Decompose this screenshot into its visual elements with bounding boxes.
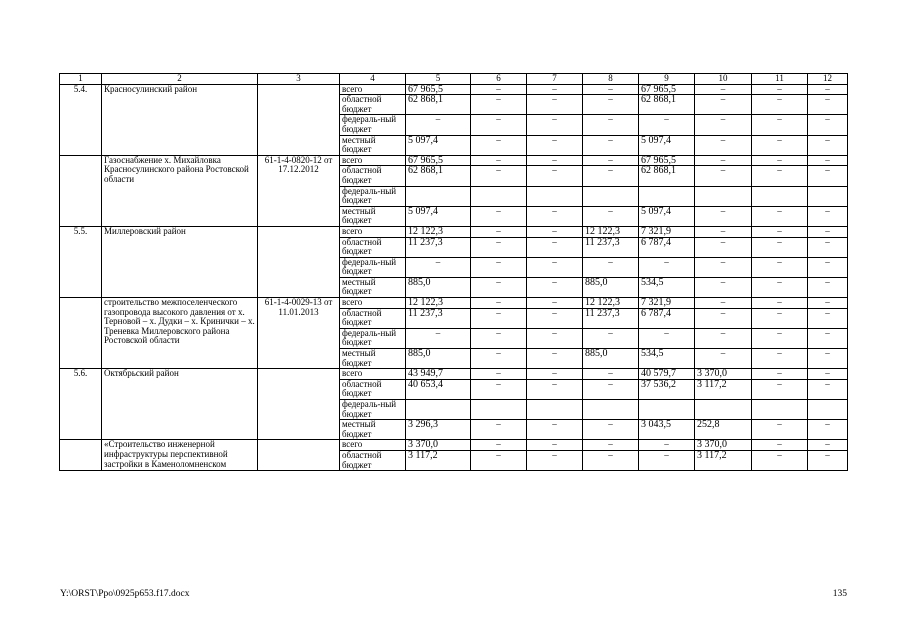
budget-source-label: федераль-ный бюджет [340, 115, 406, 135]
value-cell-col-8 [583, 186, 639, 206]
value-cell-col-12: – [808, 155, 848, 166]
value-cell-col-8: – [583, 379, 639, 399]
value-cell-col-12: – [808, 277, 848, 297]
value-cell-col-6: – [471, 135, 527, 155]
table-row [60, 155, 848, 166]
column-header-5: 5 [406, 74, 471, 85]
value-cell-col-12: – [808, 237, 848, 257]
value-cell-col-5: – [406, 328, 471, 348]
budget-source-label: федераль-ный бюджет [340, 328, 406, 348]
expertise-code: 61-1-4-0029-13 от 11.01.2013 [258, 298, 340, 369]
expertise-code [258, 84, 340, 155]
value-cell-col-12: – [808, 298, 848, 309]
value-cell-col-12: – [808, 440, 848, 451]
value-cell-col-8: – [583, 420, 639, 440]
value-cell-col-7: – [527, 115, 583, 135]
object-name: Красносулинский район [102, 84, 258, 155]
value-cell-col-6: – [471, 95, 527, 115]
value-cell-col-5: 67 965,5 [406, 155, 471, 166]
budget-source-label: всего [340, 226, 406, 237]
value-cell-col-8: 11 237,3 [583, 237, 639, 257]
value-cell-col-11: – [752, 257, 808, 277]
budget-source-label: областной бюджет [340, 379, 406, 399]
value-cell-col-10: – [695, 277, 752, 297]
column-header-4: 4 [340, 74, 406, 85]
value-cell-col-8: – [583, 84, 639, 95]
value-cell-col-9: 6 787,4 [639, 237, 695, 257]
section-number [60, 155, 102, 226]
value-cell-col-11: – [752, 95, 808, 115]
value-cell-col-8: – [583, 328, 639, 348]
table-row [60, 226, 848, 237]
value-cell-col-7: – [527, 450, 583, 470]
budget-source-label: федераль-ный бюджет [340, 257, 406, 277]
value-cell-col-12: – [808, 84, 848, 95]
expertise-code [258, 369, 340, 440]
value-cell-col-11: – [752, 308, 808, 328]
value-cell-col-5: – [406, 115, 471, 135]
value-cell-col-10 [695, 186, 752, 206]
value-cell-col-11: – [752, 369, 808, 380]
budget-source-label: местный бюджет [340, 277, 406, 297]
value-cell-col-5: 67 965,5 [406, 84, 471, 95]
value-cell-col-5: 5 097,4 [406, 135, 471, 155]
value-cell-col-7 [527, 186, 583, 206]
value-cell-col-7: – [527, 328, 583, 348]
column-header-12: 12 [808, 74, 848, 85]
section-number [60, 440, 102, 471]
value-cell-col-10: 3 370,0 [695, 369, 752, 380]
expertise-code [258, 440, 340, 471]
value-cell-col-10: 3 370,0 [695, 440, 752, 451]
value-cell-col-6: – [471, 226, 527, 237]
value-cell-col-10 [695, 400, 752, 420]
object-name: «Строительство инженерной инфраструктуры перспективной застройки в Каменоломненском [102, 440, 258, 471]
budget-source-label: местный бюджет [340, 420, 406, 440]
table-row [60, 84, 848, 95]
value-cell-col-6: – [471, 420, 527, 440]
value-cell-col-11: – [752, 135, 808, 155]
value-cell-col-5: 885,0 [406, 277, 471, 297]
value-cell-col-11: – [752, 84, 808, 95]
value-cell-col-9: 5 097,4 [639, 135, 695, 155]
value-cell-col-6: – [471, 369, 527, 380]
value-cell-col-6: – [471, 450, 527, 470]
value-cell-col-10: – [695, 237, 752, 257]
value-cell-col-7: – [527, 369, 583, 380]
column-header-8: 8 [583, 74, 639, 85]
section-number: 5.6. [60, 369, 102, 440]
value-cell-col-12 [808, 186, 848, 206]
value-cell-col-11: – [752, 440, 808, 451]
value-cell-col-9: 62 868,1 [639, 95, 695, 115]
expertise-code: 61-1-4-0820-12 от 17.12.2012 [258, 155, 340, 226]
budget-source-label: всего [340, 155, 406, 166]
value-cell-col-5: 12 122,3 [406, 298, 471, 309]
budget-source-label: местный бюджет [340, 349, 406, 369]
value-cell-col-6: – [471, 206, 527, 226]
value-cell-col-8: – [583, 369, 639, 380]
budget-source-label: местный бюджет [340, 206, 406, 226]
column-header-2: 2 [102, 74, 258, 85]
value-cell-col-5: 5 097,4 [406, 206, 471, 226]
budget-source-label: областной бюджет [340, 237, 406, 257]
value-cell-col-8: – [583, 440, 639, 451]
value-cell-col-9: – [639, 450, 695, 470]
value-cell-col-9: 6 787,4 [639, 308, 695, 328]
column-header-10: 10 [695, 74, 752, 85]
section-number: 5.4. [60, 84, 102, 155]
value-cell-col-8: – [583, 206, 639, 226]
value-cell-col-6: – [471, 115, 527, 135]
value-cell-col-5: 3 296,3 [406, 420, 471, 440]
value-cell-col-6: – [471, 166, 527, 186]
value-cell-col-6: – [471, 328, 527, 348]
value-cell-col-8 [583, 400, 639, 420]
value-cell-col-8: – [583, 95, 639, 115]
value-cell-col-5: 40 653,4 [406, 379, 471, 399]
value-cell-col-12: – [808, 369, 848, 380]
value-cell-col-7: – [527, 440, 583, 451]
value-cell-col-11: – [752, 166, 808, 186]
value-cell-col-6 [471, 400, 527, 420]
value-cell-col-5: 885,0 [406, 349, 471, 369]
value-cell-col-11 [752, 400, 808, 420]
value-cell-col-11: – [752, 155, 808, 166]
value-cell-col-9: 40 579,7 [639, 369, 695, 380]
value-cell-col-9: – [639, 328, 695, 348]
budget-source-label: областной бюджет [340, 450, 406, 470]
value-cell-col-7: – [527, 257, 583, 277]
value-cell-col-6: – [471, 237, 527, 257]
value-cell-col-10: – [695, 135, 752, 155]
value-cell-col-7: – [527, 237, 583, 257]
expertise-code [258, 226, 340, 297]
value-cell-col-6: – [471, 440, 527, 451]
value-cell-col-5: – [406, 257, 471, 277]
value-cell-col-11: – [752, 206, 808, 226]
table-row [60, 298, 848, 309]
value-cell-col-8: – [583, 450, 639, 470]
value-cell-col-11: – [752, 226, 808, 237]
value-cell-col-5: 43 949,7 [406, 369, 471, 380]
value-cell-col-12: – [808, 166, 848, 186]
value-cell-col-6: – [471, 308, 527, 328]
value-cell-col-12: – [808, 308, 848, 328]
value-cell-col-5: 11 237,3 [406, 308, 471, 328]
object-name: строительство межпоселенческого газопровода высокого давления от х. Терновой – х. Дудки – х. Кринички – х. Треневка Миллеровского района Ростовской области [102, 298, 258, 369]
value-cell-col-11: – [752, 328, 808, 348]
value-cell-col-11: – [752, 420, 808, 440]
value-cell-col-9: – [639, 440, 695, 451]
value-cell-col-5: 12 122,3 [406, 226, 471, 237]
value-cell-col-10: – [695, 166, 752, 186]
value-cell-col-7 [527, 400, 583, 420]
value-cell-col-10: – [695, 84, 752, 95]
value-cell-col-12: – [808, 379, 848, 399]
budget-source-label: федераль-ный бюджет [340, 400, 406, 420]
value-cell-col-7: – [527, 166, 583, 186]
value-cell-col-11: – [752, 298, 808, 309]
value-cell-col-12: – [808, 349, 848, 369]
value-cell-col-10: – [695, 155, 752, 166]
header-row [60, 74, 848, 85]
value-cell-col-5: 11 237,3 [406, 237, 471, 257]
value-cell-col-6: – [471, 155, 527, 166]
value-cell-col-9: – [639, 115, 695, 135]
budget-source-label: всего [340, 440, 406, 451]
table-row [60, 369, 848, 380]
value-cell-col-7: – [527, 298, 583, 309]
column-header-6: 6 [471, 74, 527, 85]
value-cell-col-6: – [471, 277, 527, 297]
value-cell-col-10: – [695, 115, 752, 135]
value-cell-col-10: – [695, 257, 752, 277]
value-cell-col-7: – [527, 277, 583, 297]
value-cell-col-6: – [471, 257, 527, 277]
value-cell-col-9: 3 043,5 [639, 420, 695, 440]
value-cell-col-10: – [695, 95, 752, 115]
column-header-11: 11 [752, 74, 808, 85]
value-cell-col-8: – [583, 135, 639, 155]
value-cell-col-7: – [527, 206, 583, 226]
value-cell-col-8: – [583, 257, 639, 277]
value-cell-col-5: 3 117,2 [406, 450, 471, 470]
value-cell-col-9: 37 536,2 [639, 379, 695, 399]
value-cell-col-10: 3 117,2 [695, 450, 752, 470]
value-cell-col-8: 11 237,3 [583, 308, 639, 328]
budget-source-label: федераль-ный бюджет [340, 186, 406, 206]
value-cell-col-10: 3 117,2 [695, 379, 752, 399]
value-cell-col-6 [471, 186, 527, 206]
value-cell-col-12 [808, 400, 848, 420]
value-cell-col-11: – [752, 349, 808, 369]
column-header-9: 9 [639, 74, 695, 85]
value-cell-col-11: – [752, 115, 808, 135]
value-cell-col-9: 534,5 [639, 277, 695, 297]
value-cell-col-5: 62 868,1 [406, 95, 471, 115]
value-cell-col-8: – [583, 115, 639, 135]
value-cell-col-5: 62 868,1 [406, 166, 471, 186]
budget-table [59, 73, 848, 471]
value-cell-col-9: 7 321,9 [639, 298, 695, 309]
value-cell-col-5 [406, 186, 471, 206]
value-cell-col-10: – [695, 206, 752, 226]
value-cell-col-7: – [527, 379, 583, 399]
value-cell-col-8: – [583, 166, 639, 186]
value-cell-col-9: – [639, 257, 695, 277]
value-cell-col-9: 5 097,4 [639, 206, 695, 226]
value-cell-col-9: 67 965,5 [639, 155, 695, 166]
value-cell-col-8: 885,0 [583, 349, 639, 369]
section-number [60, 298, 102, 369]
value-cell-col-9: 67 965,5 [639, 84, 695, 95]
value-cell-col-5 [406, 400, 471, 420]
value-cell-col-12: – [808, 450, 848, 470]
value-cell-col-7: – [527, 95, 583, 115]
value-cell-col-8: – [583, 155, 639, 166]
budget-source-label: всего [340, 369, 406, 380]
column-header-1: 1 [60, 74, 102, 85]
value-cell-col-6: – [471, 84, 527, 95]
value-cell-col-10: 252,8 [695, 420, 752, 440]
value-cell-col-12: – [808, 206, 848, 226]
value-cell-col-12: – [808, 257, 848, 277]
value-cell-col-12: – [808, 226, 848, 237]
value-cell-col-11: – [752, 379, 808, 399]
budget-source-label: областной бюджет [340, 308, 406, 328]
value-cell-col-7: – [527, 135, 583, 155]
value-cell-col-11: – [752, 237, 808, 257]
value-cell-col-10: – [695, 328, 752, 348]
value-cell-col-7: – [527, 155, 583, 166]
column-header-3: 3 [258, 74, 340, 85]
value-cell-col-10: – [695, 226, 752, 237]
value-cell-col-6: – [471, 349, 527, 369]
document-path: Y:\ORST\Ppo\0925p653.f17.docx [60, 589, 190, 599]
object-name: Октябрьский район [102, 369, 258, 440]
value-cell-col-7: – [527, 420, 583, 440]
value-cell-col-9 [639, 400, 695, 420]
value-cell-col-6: – [471, 298, 527, 309]
value-cell-col-8: 12 122,3 [583, 226, 639, 237]
value-cell-col-12: – [808, 420, 848, 440]
value-cell-col-12: – [808, 135, 848, 155]
value-cell-col-9: 7 321,9 [639, 226, 695, 237]
value-cell-col-6: – [471, 379, 527, 399]
budget-source-label: местный бюджет [340, 135, 406, 155]
value-cell-col-7: – [527, 349, 583, 369]
value-cell-col-9: 534,5 [639, 349, 695, 369]
value-cell-col-7: – [527, 84, 583, 95]
value-cell-col-8: 885,0 [583, 277, 639, 297]
column-header-7: 7 [527, 74, 583, 85]
page-number: 135 [832, 589, 847, 599]
budget-source-label: областной бюджет [340, 166, 406, 186]
table-row [60, 440, 848, 451]
value-cell-col-8: 12 122,3 [583, 298, 639, 309]
value-cell-col-10: – [695, 298, 752, 309]
value-cell-col-9 [639, 186, 695, 206]
value-cell-col-9: 62 868,1 [639, 166, 695, 186]
budget-source-label: областной бюджет [340, 95, 406, 115]
budget-source-label: всего [340, 298, 406, 309]
value-cell-col-7: – [527, 308, 583, 328]
section-number: 5.5. [60, 226, 102, 297]
object-name: Миллеровский район [102, 226, 258, 297]
object-name: Газоснабжение х. Михайловка Красносулинского района Ростовской области [102, 155, 258, 226]
budget-source-label: всего [340, 84, 406, 95]
value-cell-col-11: – [752, 277, 808, 297]
value-cell-col-10: – [695, 308, 752, 328]
value-cell-col-12: – [808, 115, 848, 135]
value-cell-col-7: – [527, 226, 583, 237]
value-cell-col-12: – [808, 328, 848, 348]
value-cell-col-11 [752, 186, 808, 206]
value-cell-col-10: – [695, 349, 752, 369]
value-cell-col-12: – [808, 95, 848, 115]
value-cell-col-5: 3 370,0 [406, 440, 471, 451]
value-cell-col-11: – [752, 450, 808, 470]
